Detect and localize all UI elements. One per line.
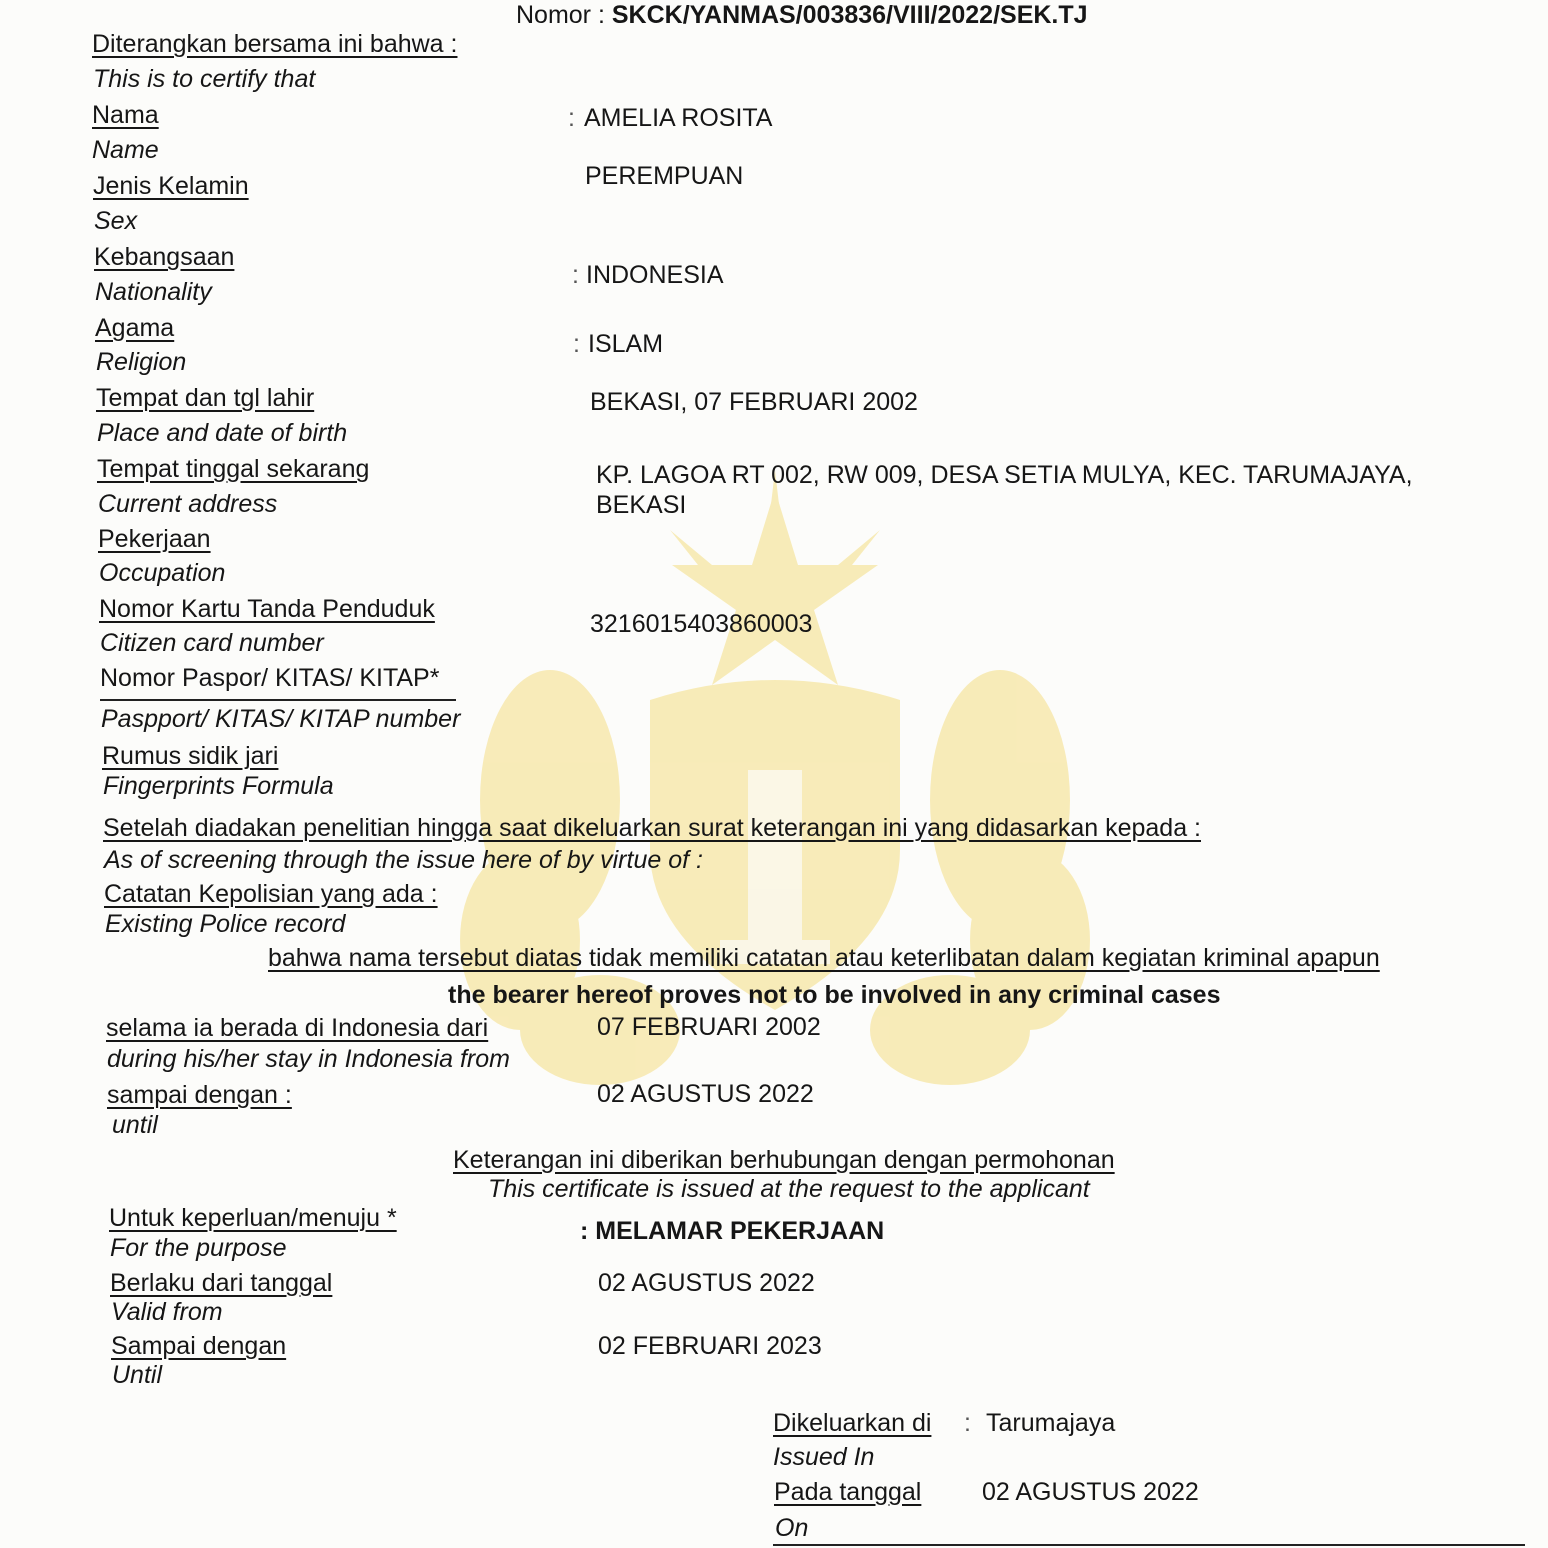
fingerprint-label: Rumus sidik jari [102,742,279,770]
stay-until-label: sampai dengan : [107,1081,292,1109]
address-value-line1: KP. LAGOA RT 002, RW 009, DESA SETIA MULYA, KEC. TARUMAJAYA, [596,461,1413,489]
occupation-label-en: Occupation [99,559,226,587]
stay-until-value: 02 AGUSTUS 2022 [597,1080,814,1108]
religion-value: ISLAM [588,330,664,358]
intro-en: This is to certify that [93,65,316,93]
name-label-en: Name [92,136,159,164]
fingerprint-label-en: Fingerprints Formula [103,772,334,800]
number-value: SKCK/YANMAS/003836/VIII/2022/SEK.TJ [611,1,1088,29]
certificate-number: Nomor : SKCK/YANMAS/003836/VIII/2022/SEK.TJ [516,1,1088,29]
address-value-line2: BEKASI [596,491,687,519]
sex-label: Jenis Kelamin [93,172,249,200]
request-id: Keterangan ini diberikan berhubungan dengan permohonan [453,1146,1115,1174]
birth-value: BEKASI, 07 FEBRUARI 2002 [590,388,918,416]
passport-divider [100,699,456,701]
valid-until-label-en: Until [112,1361,163,1389]
religion-label: Agama [95,314,175,342]
nationality-value: INDONESIA [586,261,724,289]
citizen-card-value: 3216015403860003 [590,610,813,638]
request-en: This certificate is issued at the request to the applicant [488,1175,1090,1203]
statement-id: bahwa nama tersebut diatas tidak memiliki catatan atau keterlibatan dalam kegiatan kriminal apapun [268,944,1380,972]
police-record-id: Catatan Kepolisian yang ada : [104,880,438,908]
intro-id: Diterangkan bersama ini bahwa : [92,30,458,58]
issued-place-value: Tarumajaya [986,1409,1116,1437]
address-label-en: Current address [98,490,278,518]
number-label: Nomor [516,1,592,29]
screening-id: Setelah diadakan penelitian hingga saat dikeluarkan surat keterangan ini yang didasarkan kepada : [103,814,1201,842]
stay-from-label-en: during his/her stay in Indonesia from [107,1045,510,1073]
screening-en: As of screening through the issue here of by virtue of : [104,846,703,874]
passport-label: Nomor Paspor/ KITAS/ KITAP* [100,664,440,692]
purpose-label: Untuk keperluan/menuju * [109,1204,397,1232]
statement-en: the bearer hereof proves not to be involved in any criminal cases [448,981,1221,1009]
valid-from-label: Berlaku dari tanggal [110,1269,333,1297]
police-record-en: Existing Police record [105,910,346,938]
name-value: AMELIA ROSITA [584,104,773,132]
address-label: Tempat tinggal sekarang [97,455,370,483]
issued-date-label-en: On [775,1514,809,1542]
occupation-label: Pekerjaan [98,525,211,553]
purpose-value: : MELAMAR PEKERJAAN [580,1217,885,1245]
passport-label-en: Paspport/ KITAS/ KITAP number [101,705,461,733]
issued-date-label: Pada tanggal [774,1478,922,1506]
citizen-card-label: Nomor Kartu Tanda Penduduk [99,595,435,623]
sex-label-en: Sex [94,207,138,235]
valid-until-label: Sampai dengan [111,1332,287,1360]
religion-label-en: Religion [96,348,187,376]
valid-from-value: 02 AGUSTUS 2022 [598,1269,815,1297]
stay-from-value: 07 FEBRUARI 2002 [597,1013,821,1041]
stay-from-label: selama ia berada di Indonesia dari [106,1014,489,1042]
birth-label: Tempat dan tgl lahir [96,384,315,412]
birth-label-en: Place and date of birth [97,419,348,447]
nationality-label-en: Nationality [95,278,212,306]
issued-place-label-en: Issued In [773,1443,875,1471]
sex-value: PEREMPUAN [585,162,744,190]
valid-from-label-en: Valid from [111,1298,223,1326]
name-label: Nama [92,101,159,129]
nationality-label: Kebangsaan [94,243,235,271]
issued-date-value: 02 AGUSTUS 2022 [982,1478,1199,1506]
purpose-label-en: For the purpose [110,1234,287,1262]
valid-until-value: 02 FEBRUARI 2023 [598,1332,822,1360]
bottom-divider [773,1544,1525,1546]
citizen-card-label-en: Citizen card number [100,629,324,657]
issued-place-label: Dikeluarkan di [773,1409,932,1437]
stay-until-label-en: until [112,1111,158,1139]
